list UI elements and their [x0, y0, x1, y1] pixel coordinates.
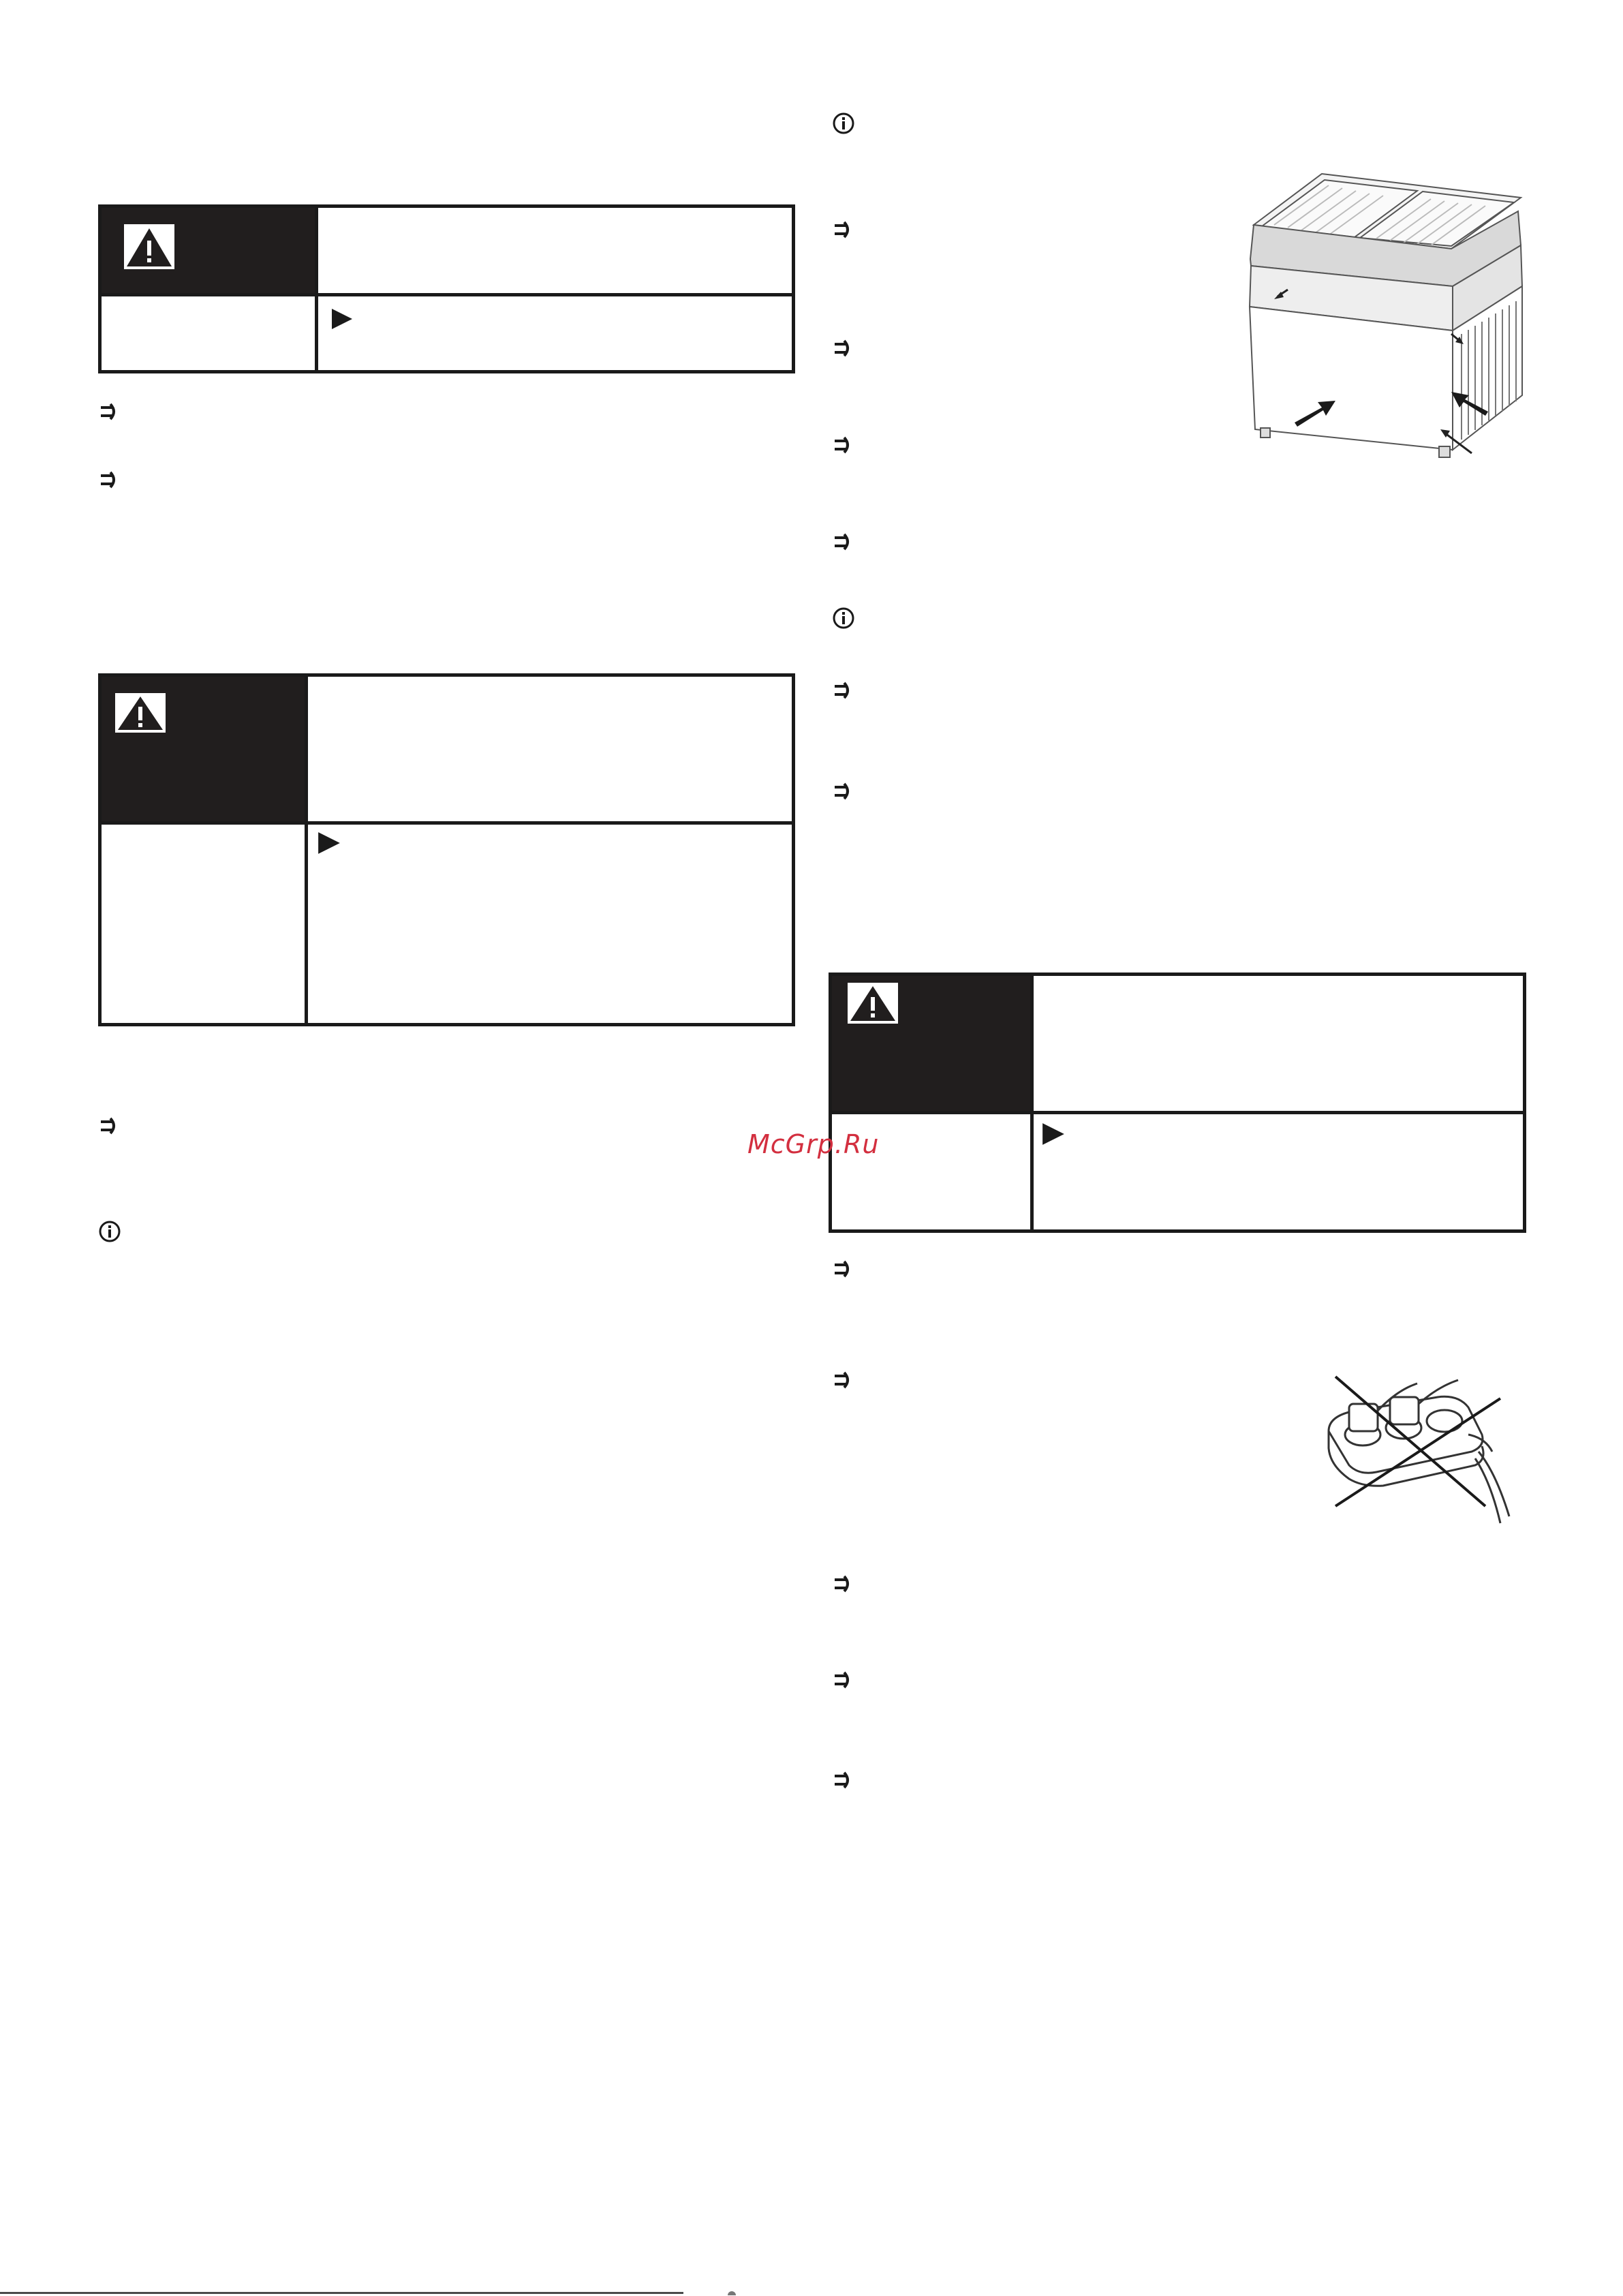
info-icon [832, 112, 855, 135]
play-triangle-icon [317, 831, 341, 855]
warning-table-3 [829, 973, 1526, 1233]
arrow-bullet-icon [832, 1259, 852, 1279]
play-triangle-icon [1041, 1122, 1066, 1146]
warning-triangle-icon [124, 224, 174, 269]
arrow-bullet-icon [832, 219, 852, 240]
info-icon [98, 1220, 121, 1243]
arrow-bullet-icon [832, 680, 852, 701]
arrow-bullet-icon [832, 1574, 852, 1594]
arrow-bullet-icon [832, 1370, 852, 1390]
arrow-bullet-icon [832, 1670, 852, 1690]
play-triangle-icon [330, 307, 354, 331]
warning-table-1 [98, 204, 795, 373]
warning-triangle-icon [115, 693, 166, 733]
arrow-bullet-icon [832, 781, 852, 801]
info-icon [832, 607, 855, 630]
arrow-bullet-icon [832, 338, 852, 358]
warning-table-2 [98, 673, 795, 1026]
watermark: McGrp.Ru [747, 1129, 880, 1159]
arrow-bullet-icon [98, 1116, 119, 1136]
warning-triangle-icon [848, 983, 898, 1024]
arrow-bullet-icon [832, 532, 852, 552]
crossed-out-multi-socket-illustration [1322, 1370, 1513, 1527]
arrow-bullet-icon [832, 1770, 852, 1790]
arrow-bullet-icon [832, 435, 852, 455]
arrow-bullet-icon [98, 470, 119, 490]
footer-rule [0, 2292, 683, 2294]
footer-page-mark [728, 2291, 736, 2295]
chest-freezer-ventilation-illustration [1247, 170, 1533, 470]
arrow-bullet-icon [98, 401, 119, 422]
